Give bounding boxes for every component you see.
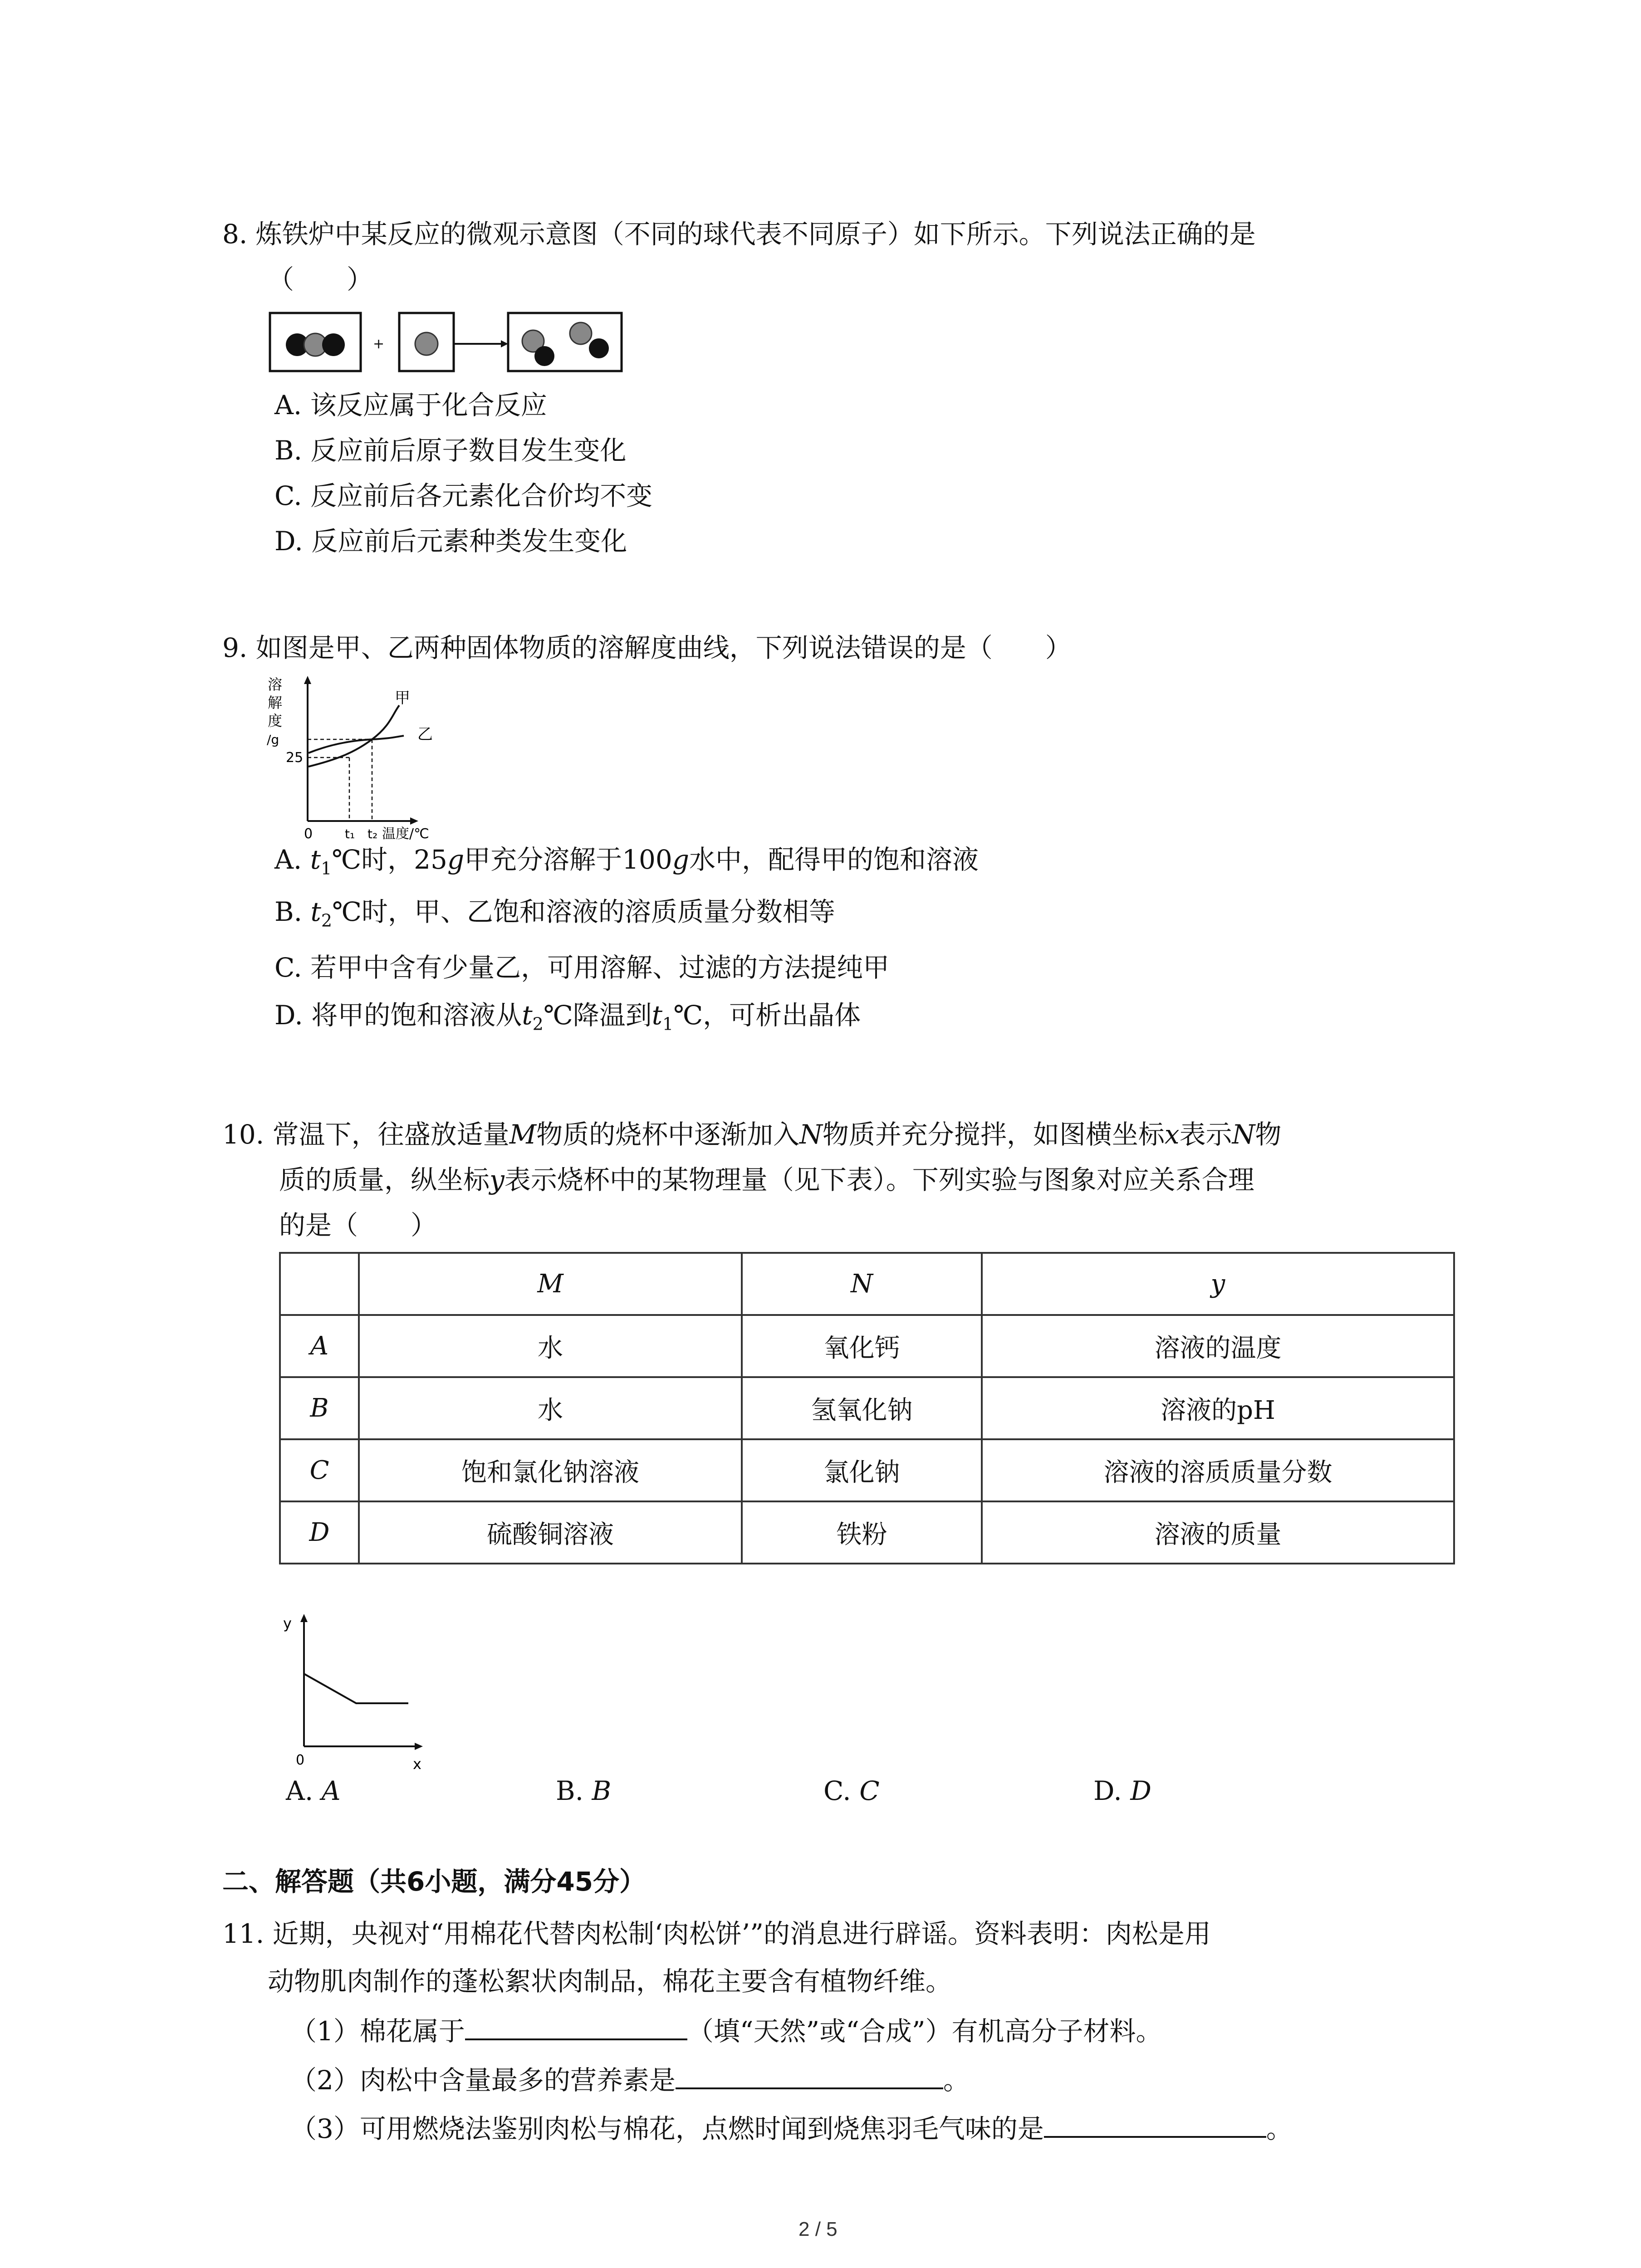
q8-option-d: D. 反应前后元素种类发生变化 xyxy=(274,526,627,557)
table-cell: 铁粉 xyxy=(742,1501,982,1564)
table-cell: C xyxy=(280,1439,359,1501)
q11-part1: （1）棉花属于 （填“天然”或“合成”）有机高分子材料。 xyxy=(290,2013,1162,2048)
table-cell: 氧化钙 xyxy=(742,1315,982,1377)
black-atom xyxy=(534,346,554,366)
black-atom xyxy=(322,333,345,356)
q8-option-c: C. 反应前后各元素化合价均不变 xyxy=(274,480,653,511)
table-row xyxy=(280,1501,1454,1564)
answer-blank-2[interactable] xyxy=(676,2062,943,2089)
q11-stem-line1: 11. 近期，央视对“用棉花代替肉松制‘肉松饼’”的消息进行辟谣。资料表明：肉松是用 xyxy=(222,1918,1211,1949)
table-header-cell: M xyxy=(359,1253,742,1315)
q10-answer-b: B. B xyxy=(556,1775,612,1806)
q8-option-b: B. 反应前后原子数目发生变化 xyxy=(274,435,627,466)
q8-option-a: A. 该反应属于化合反应 xyxy=(274,390,547,420)
q9-option-a: A. $t_1℃$时，25g甲充分溶解于100g水中，配得甲的饱和溶液 xyxy=(274,844,979,879)
table-cell: 溶液的温度 xyxy=(982,1315,1454,1377)
y-axis-label: y xyxy=(283,1615,292,1632)
table-row xyxy=(280,1439,1454,1501)
q10-stem-line3: 的是（ ） xyxy=(279,1210,437,1241)
q10-answer-c: C. C xyxy=(823,1775,880,1806)
y-label-char: /g xyxy=(267,732,279,747)
table-cell: 饱和氯化钠溶液 xyxy=(359,1439,742,1501)
q10-stem-line2: 质的质量，纵坐标y表示烧杯中的某物理量（见下表）。下列实验与图象对应关系合理 xyxy=(279,1164,1254,1195)
q8-stem-line1: 8. 炼铁炉中某反应的微观示意图（不同的球代表不同原子）如下所示。下列说法正确的是 xyxy=(222,219,1256,249)
table-row xyxy=(280,1377,1454,1439)
x-axis-arrow-icon xyxy=(410,817,418,825)
section-title: 二、解答题（共6小题，满分45分） xyxy=(222,1866,646,1897)
y-label-char: 解 xyxy=(268,694,283,711)
graph-line xyxy=(304,1674,408,1703)
x-tick-t2: t₂ xyxy=(367,826,378,841)
q9-option-d: D. 将甲的饱和溶液从$t_2℃$降温到$t_1℃$，可析出晶体 xyxy=(274,1000,861,1034)
table-cell: 水 xyxy=(359,1377,742,1439)
q11-stem-line2: 动物肌肉制作的蓬松絮状肉制品，棉花主要含有植物纤维。 xyxy=(268,1966,952,1997)
q10-answer-d: D. D xyxy=(1093,1775,1151,1806)
x-axis-label: x xyxy=(413,1755,421,1773)
q9-option-b: B. $t_2℃$时，甲、乙饱和溶液的溶质质量分数相等 xyxy=(274,896,835,931)
answer-blank-1[interactable] xyxy=(465,2013,687,2040)
q10-stem-line1: 10. 常温下，往盛放适量M物质的烧杯中逐渐加入N物质并充分搅拌，如图横坐标x表示N物 xyxy=(222,1119,1282,1150)
table-cell: 溶液的质量 xyxy=(982,1501,1454,1564)
q10-table xyxy=(279,1252,1455,1564)
x-axis-arrow-icon xyxy=(415,1743,423,1750)
q10-graph xyxy=(272,1606,436,1774)
q9-option-c: C. 若甲中含有少量乙，可用溶解、过滤的方法提纯甲 xyxy=(274,952,890,983)
table-header-row xyxy=(280,1253,1454,1315)
q8-stem-line2: （ ） xyxy=(268,264,373,295)
q11-part3: （3）可用燃烧法鉴别肉松与棉花，点燃时闻到烧焦羽毛气味的是 。 xyxy=(290,2111,1293,2146)
q9-solubility-graph xyxy=(263,671,490,844)
table-cell: 溶液的溶质质量分数 xyxy=(982,1439,1454,1501)
q10-answer-a: A. A xyxy=(286,1775,341,1806)
gray-atom xyxy=(570,323,592,344)
table-cell: 氯化钠 xyxy=(742,1439,982,1501)
black-atom xyxy=(589,338,609,358)
x-axis-label: 温度/℃ xyxy=(382,826,429,842)
q8-reaction-diagram xyxy=(268,308,631,376)
gray-atom xyxy=(415,332,438,355)
y-axis-arrow-icon xyxy=(300,1614,308,1622)
q11-part2: （2）肉松中含量最多的营养素是 。 xyxy=(290,2062,970,2097)
y-label-char: 溶 xyxy=(268,676,283,693)
table-cell: B xyxy=(280,1377,359,1439)
y-axis-arrow-icon xyxy=(304,676,311,684)
origin-label: 0 xyxy=(296,1752,305,1768)
table-cell: A xyxy=(280,1315,359,1377)
table-cell: 水 xyxy=(359,1315,742,1377)
page-number: 2 / 5 xyxy=(798,2218,838,2240)
plus-sign: + xyxy=(373,336,385,352)
y-label-char: 度 xyxy=(268,712,283,729)
table-row xyxy=(280,1315,1454,1377)
table-header-cell: y xyxy=(982,1253,1454,1315)
table-cell: D xyxy=(280,1501,359,1564)
q9-stem: 9. 如图是甲、乙两种固体物质的溶解度曲线，下列说法错误的是（ ） xyxy=(222,632,1072,663)
y-tick-label: 25 xyxy=(286,750,304,766)
answer-blank-3[interactable] xyxy=(1044,2111,1266,2138)
table-header-cell xyxy=(280,1253,359,1315)
table-header-cell: N xyxy=(742,1253,982,1315)
series-label-yi: 乙 xyxy=(417,725,433,743)
x-tick-t1: t₁ xyxy=(345,826,355,841)
series-label-jia: 甲 xyxy=(395,689,410,707)
table-cell: 溶液的pH xyxy=(982,1377,1454,1439)
table-cell: 硫酸铜溶液 xyxy=(359,1501,742,1564)
origin-label: 0 xyxy=(304,826,313,842)
table-cell: 氢氧化钠 xyxy=(742,1377,982,1439)
